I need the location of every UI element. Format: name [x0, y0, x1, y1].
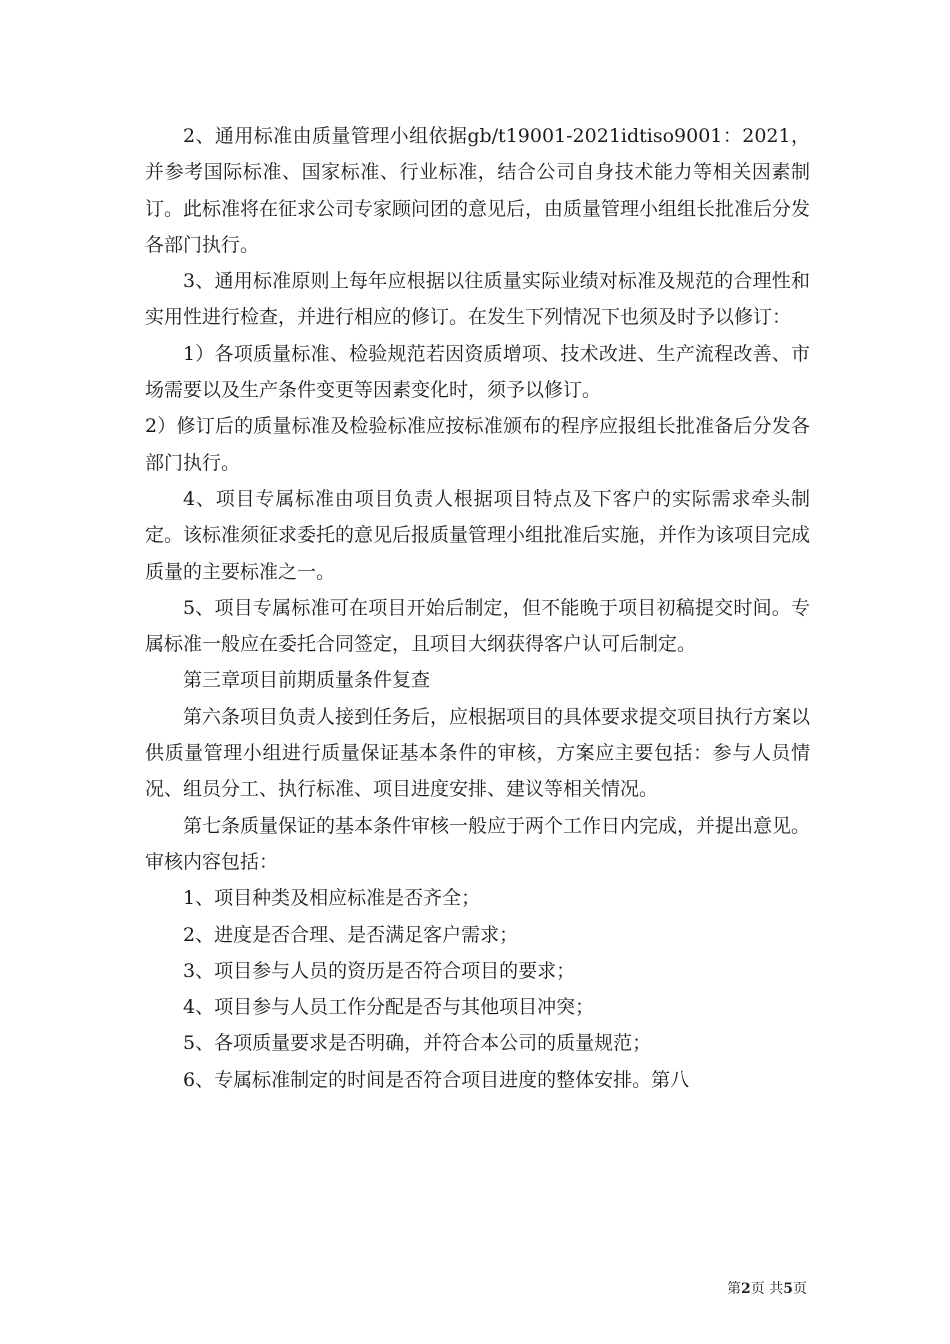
paragraph: 1）各项质量标准、检验规范若因资质增项、技术改进、生产流程改善、市场需要以及生产条件变更等因素变化时，须予以修订。 [145, 342, 810, 402]
paragraph: 2、通用标准由质量管理小组依据gb/t19001-2021idtiso9001：2021，并参考国际标准、国家标准、行业标准，结合公司自身技术能力等相关因素制订。此标准将在征求公司专家顾问团的意见后，由质量管理小组组长批准后分发各部门执行。 [145, 125, 811, 256]
footer-suffix: 页 [793, 1281, 807, 1297]
list-item: 6、专属标准制定的时间是否符合项目进度的整体安排。第八 [183, 1068, 690, 1091]
paragraph: 5、项目专属标准可在项目开始后制定，但不能晚于项目初稿提交时间。专属标准一般应在委托合同签定，且项目大纲获得客户认可后制定。 [145, 596, 810, 656]
paragraph: 4、项目专属标准由项目负责人根据项目特点及下客户的实际需求牵头制定。该标准须征求委托的意见后报质量管理小组批准后实施，并作为该项目完成质量的主要标准之一。 [145, 487, 811, 583]
current-page-number: 2 [741, 1281, 751, 1297]
list-item: 5、各项质量要求是否明确，并符合本公司的质量规范； [183, 1032, 652, 1055]
list-item: 3、项目参与人员的资历是否符合项目的要求； [183, 959, 576, 982]
document-body [145, 118, 810, 1098]
paragraph: 第六条项目负责人接到任务后，应根据项目的具体要求提交项目执行方案以供质量管理小组进行质量保证基本条件的审核，方案应主要包括：参与人员情况、组员分工、执行标准、项目进度安排、建议等相关情况。 [145, 705, 811, 801]
list-item: 2、进度是否合理、是否满足客户需求； [183, 923, 519, 946]
paragraph: 2）修订后的质量标准及检验标准应按标准颁布的程序应报组长批准备后分发各部门执行。 [145, 415, 810, 474]
paragraph: 第七条质量保证的基本条件审核一般应于两个工作日内完成，并提出意见。审核内容包括： [145, 814, 811, 873]
footer-middle: 页 共 [750, 1281, 784, 1297]
footer-prefix: 第 [727, 1281, 742, 1297]
chapter-heading: 第三章项目前期质量条件复查 [183, 669, 431, 692]
list-item: 1、项目种类及相应标准是否齐全； [183, 887, 481, 910]
paragraph: 3、通用标准原则上每年应根据以往质量实际业绩对标准及规范的合理性和实用性进行检查，并进行相应的修订。在发生下列情况下也须及时予以修订： [145, 270, 810, 329]
total-page-number: 5 [783, 1281, 793, 1297]
list-item: 4、项目参与人员工作分配是否与其他项目冲突； [183, 996, 595, 1019]
page-number-footer [727, 1278, 807, 1298]
